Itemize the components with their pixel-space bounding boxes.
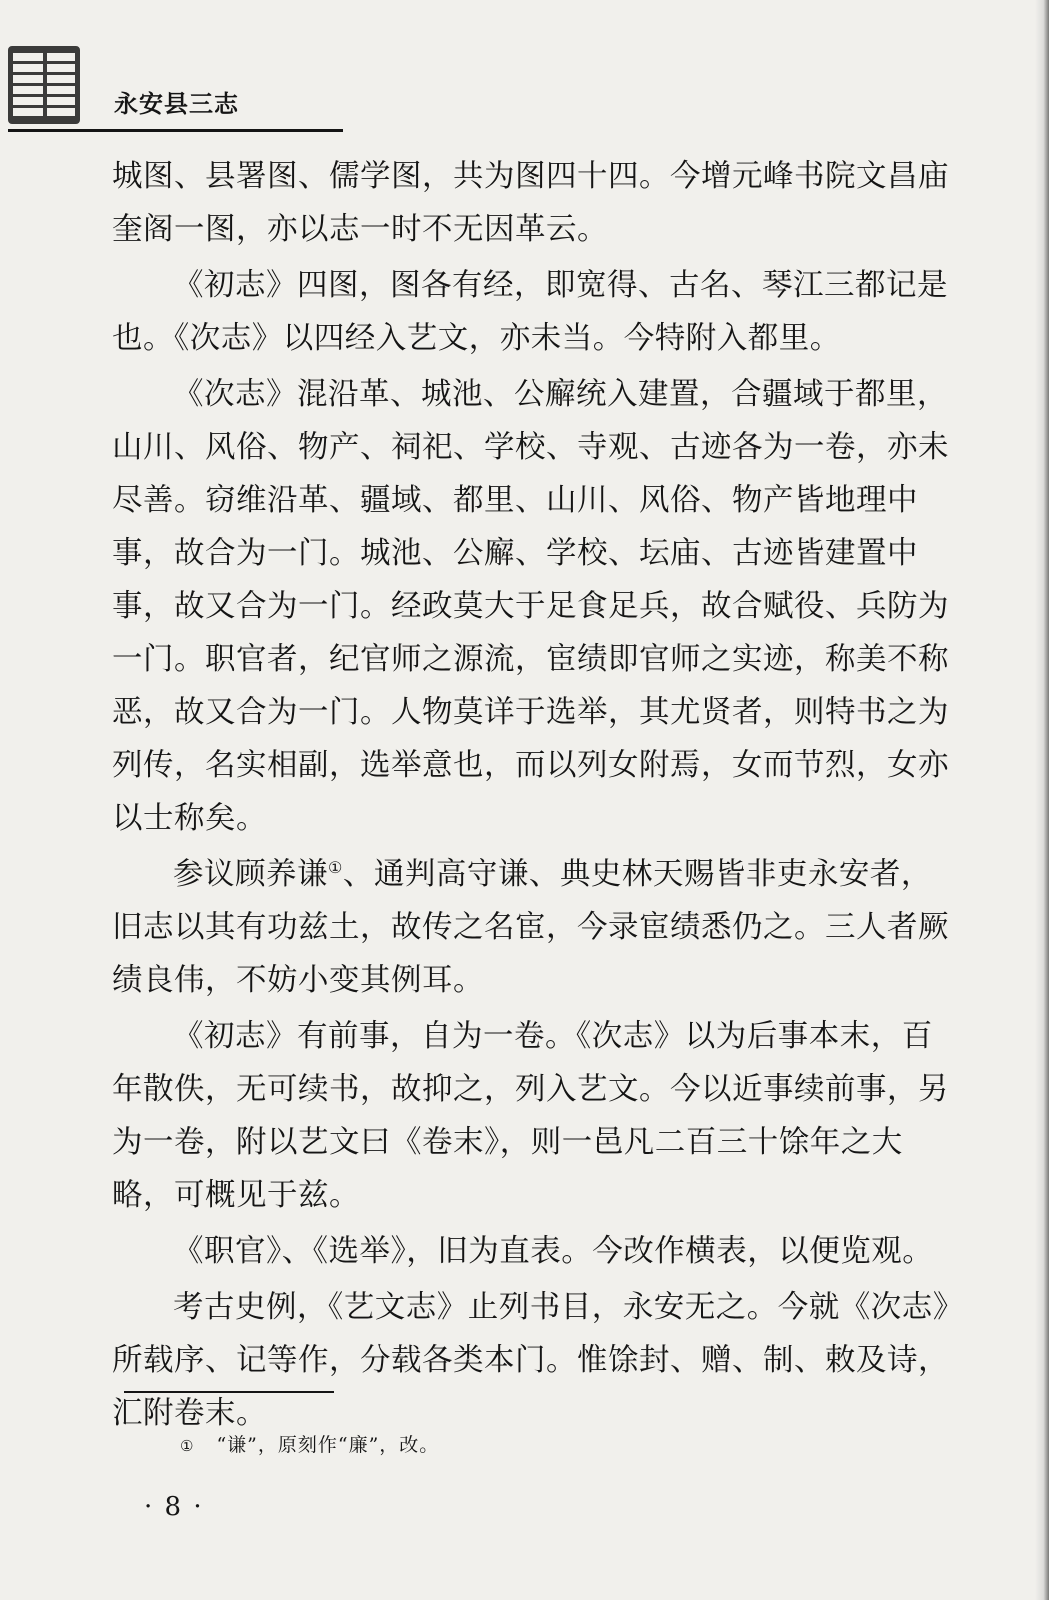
paragraph-2: 《初志》四图，图各有经，即宽得、古名、琴江三都记是也。《次志》以四经入艺文，亦未当。今特附入都里。 (112, 268, 948, 356)
footnote-reference: ① (328, 857, 343, 877)
footnote-rule (124, 1391, 334, 1393)
paragraph-4 (112, 848, 962, 1007)
paragraph-1: 城图、县署图、儒学图，共为图四十四。今增元峰书院文昌庙奎阁一图，亦以志一时不无因革云。 (112, 159, 949, 247)
paragraph-4-rest: 、通判高守谦、典史林天赐皆非吏永安者，旧志以其有功兹土，故传之名宦，今录宦绩悉仍之。三人者厥绩良伟，不妨小变其例耳。 (112, 857, 949, 998)
page-number: · 8 · (144, 1492, 204, 1522)
body-text (112, 150, 962, 1443)
footnote-text: “谦”，原刻作“廉”，改。 (216, 1434, 440, 1456)
paragraph-6: 《职官》、《选举》，旧为直表。今改作横表，以便览观。 (173, 1234, 934, 1269)
paragraph-5: 《初志》有前事，自为一卷。《次志》以为后事本末，百年散佚，无可续书，故抑之，列入艺文。今以近事续前事，另为一卷，附以艺文曰《卷末》，则一邑凡二百三十馀年之大略，可概见于兹。 (112, 1019, 949, 1213)
paragraph-4-start: 参议顾养谦 (173, 857, 328, 892)
footnote-number: ① (180, 1437, 195, 1455)
paragraph-7: 考古史例，《艺文志》止列书目，永安无之。今就《次志》所载序、记等作，分载各类本门。惟馀封、赠、制、敕及诗，汇附卷末。 (112, 1290, 949, 1431)
paragraph-3: 《次志》混沿革、城池、公廨统入建置，合疆域于都里，山川、风俗、物产、祠祀、学校、寺观、古迹各为一卷，亦未尽善。窃维沿革、疆域、都里、山川、风俗、物产皆地理中事，故合为一门。城池、公廨、学校、坛庙、古迹皆建置中事，故又合为一门。经政莫大于足食足兵，故合赋役、兵防为一门。职官者，纪官师之源流，宦绩即官师之实迹，称美不称恶，故又合为一门。人物莫详于选举，其尤贤者，则特书之为列传，名实相副，选举意也，而以列女附焉，女而节烈，女亦以士称矣。 (112, 377, 949, 836)
page-edge-shadow (1035, 0, 1049, 1600)
header-rule (8, 129, 343, 132)
seal-logo (8, 46, 80, 124)
running-header-title: 永安县三志 (114, 90, 239, 118)
footnote (180, 1430, 439, 1457)
